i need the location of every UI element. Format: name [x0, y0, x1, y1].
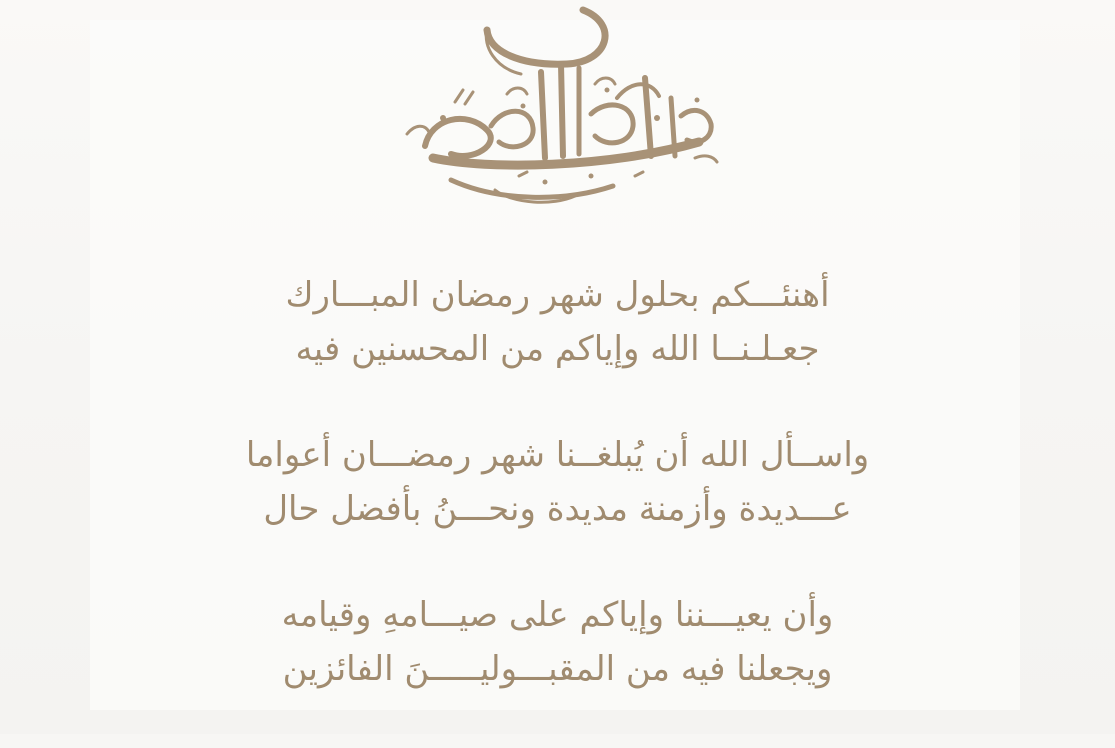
greeting-paragraph [150, 268, 965, 376]
greeting-line: واســأل الله أن يُبلغــنا شهر رمضـــان أعواما [245, 435, 870, 475]
greeting-paragraph [150, 588, 965, 696]
greeting-message [150, 268, 965, 748]
ramadan-calligraphy-logo [395, 6, 725, 206]
calligraphy-artwork [395, 6, 725, 206]
greeting-line: ويجعلنا فيه من المقبـــوليـــــنَ الفائزين [282, 649, 833, 689]
greeting-line: وأن يعيـــننا وإياكم على صيـــامهِ وقيامه [281, 595, 834, 635]
greeting-line: عـــديدة وأزمنة مديدة ونحـــنُ بأفضل حال [263, 489, 852, 529]
greeting-paragraph [150, 428, 965, 536]
greeting-line: جعـلـنــا الله وإياكم من المحسنين فيه [295, 329, 820, 369]
greeting-line: أهنئـــكم بحلول شهر رمضان المبـــارك [285, 275, 830, 315]
